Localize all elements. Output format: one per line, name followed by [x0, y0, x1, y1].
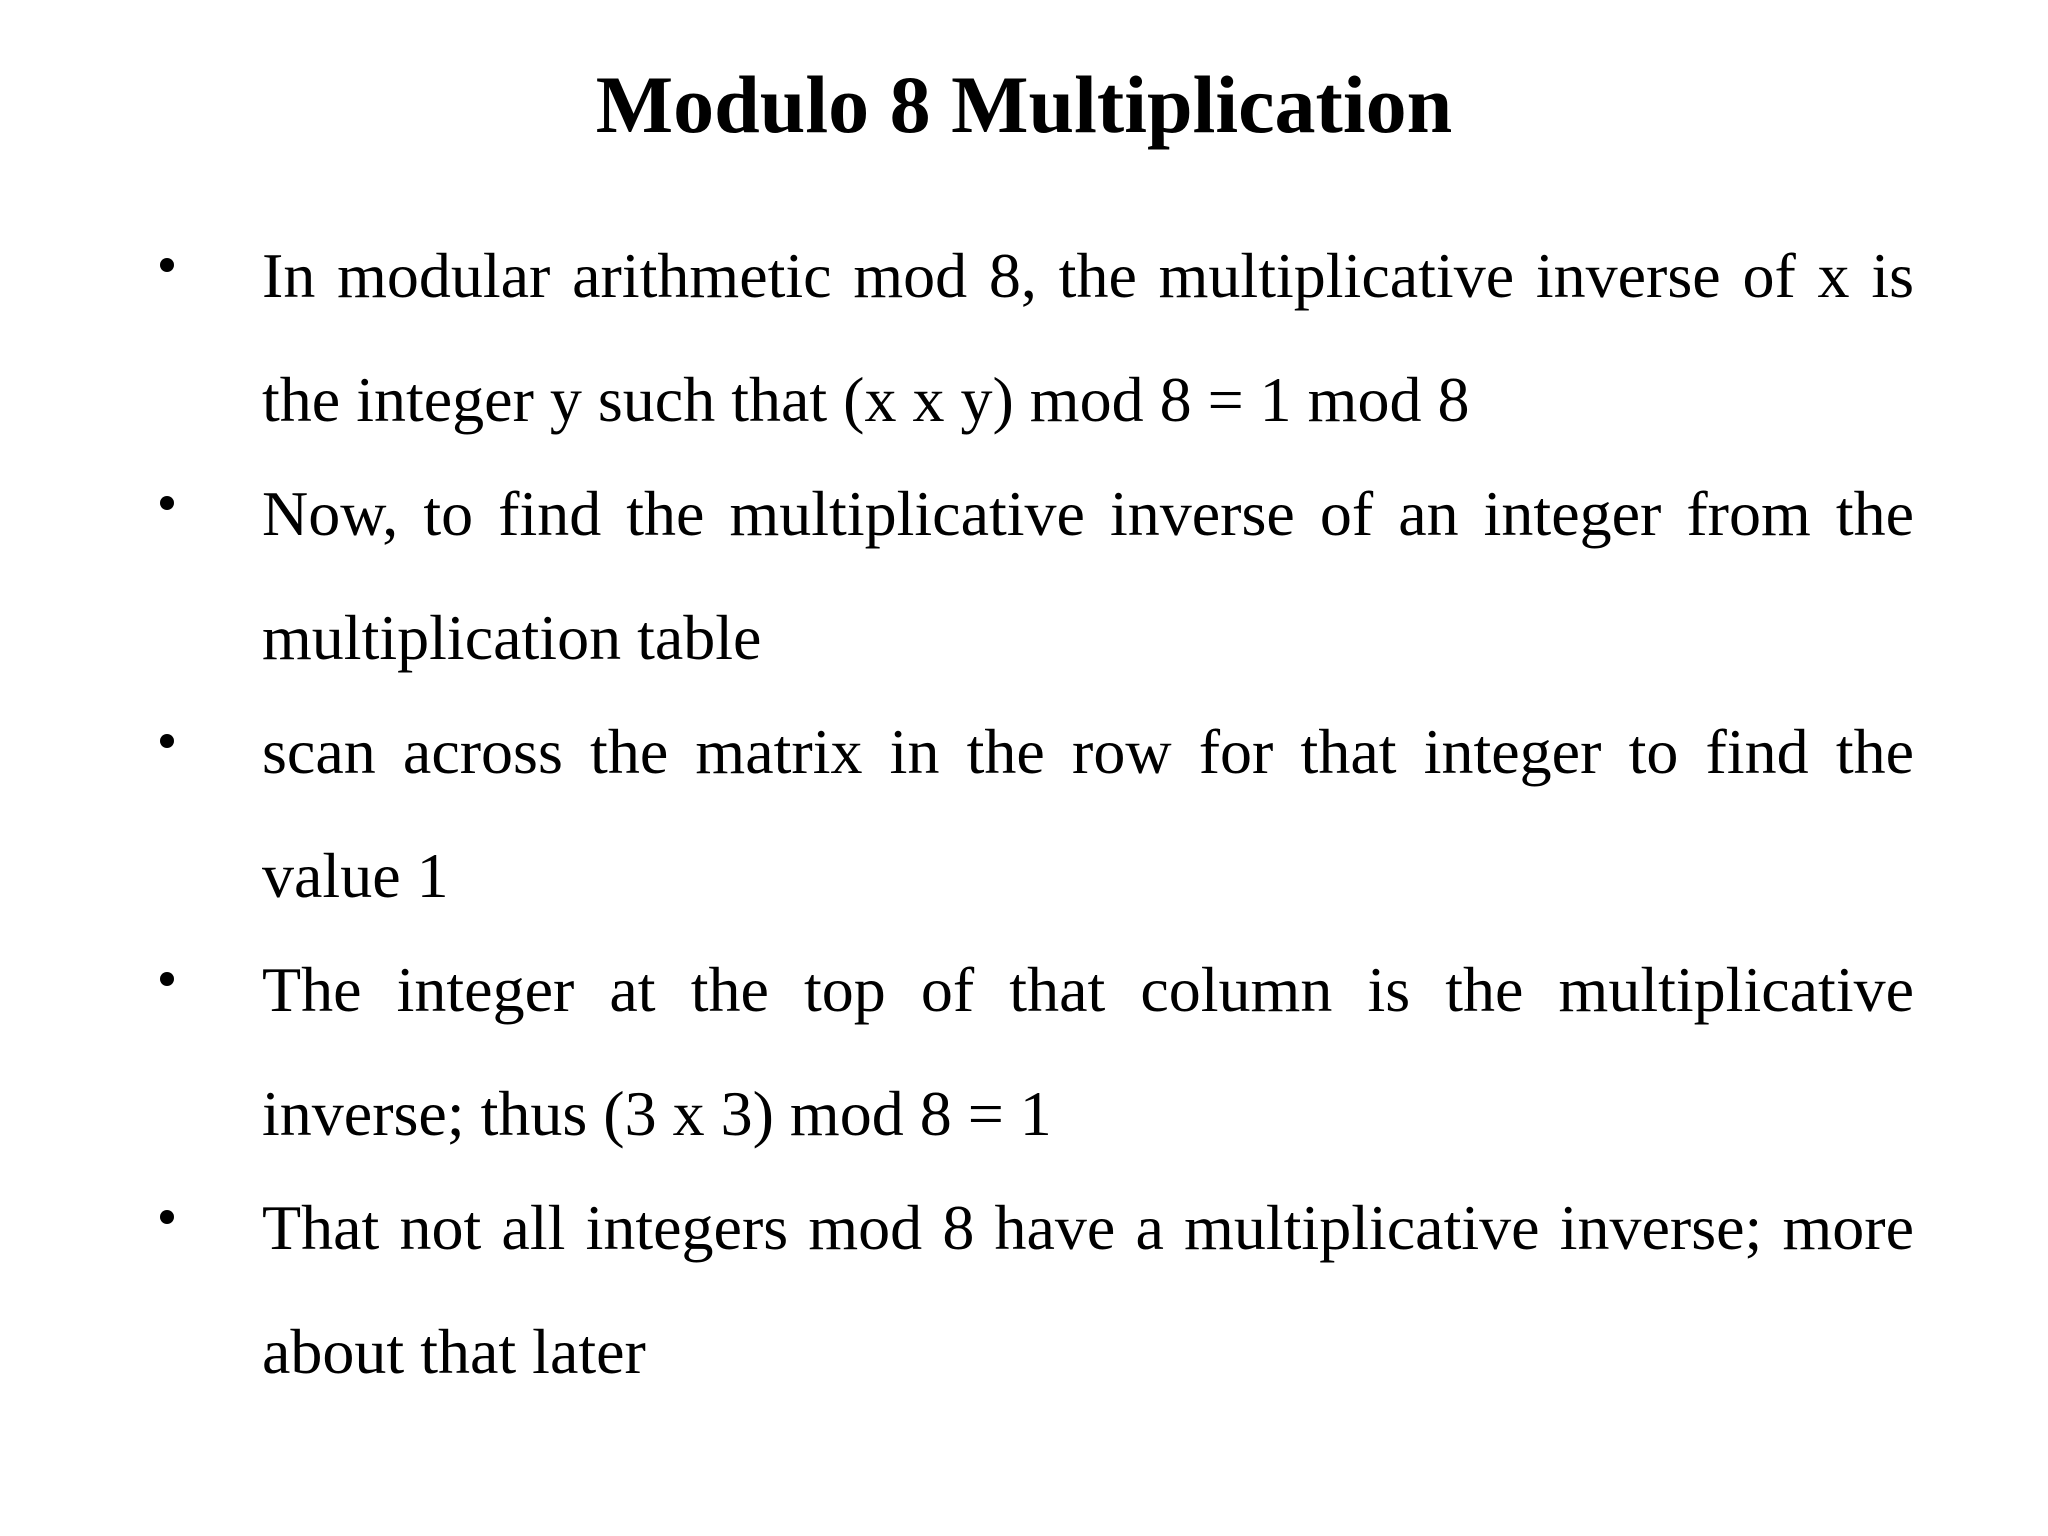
bullet-icon — [160, 734, 174, 748]
bullet-list — [0, 224, 2048, 1414]
slide-title: Modulo 8 Multiplication — [595, 59, 1453, 150]
bullet-item — [0, 214, 2048, 462]
bullet-text: scan across the matrix in the row for that integer to find the value 1 — [262, 716, 1914, 911]
bullet-text: In modular arithmetic mod 8, the multiplicative inverse of x is the integer y such that (x x y) mod 8 = 1 mod 8 — [262, 240, 1914, 435]
bullet-icon — [160, 1210, 174, 1224]
bullet-item — [0, 928, 2048, 1176]
bullet-text: The integer at the top of that column is the multiplicative inverse; thus (3 x 3) mod 8 = 1 — [262, 954, 1914, 1149]
bullet-text: Now, to find the multiplicative inverse of an integer from the multiplication table — [262, 478, 1914, 673]
bullet-text: That not all integers mod 8 have a multiplicative inverse; more about that later — [262, 1192, 1914, 1387]
bullet-item — [0, 452, 2048, 700]
bullet-item — [0, 1166, 2048, 1414]
bullet-icon — [160, 972, 174, 986]
bullet-icon — [160, 496, 174, 510]
bullet-icon — [160, 258, 174, 272]
bullet-item — [0, 690, 2048, 938]
